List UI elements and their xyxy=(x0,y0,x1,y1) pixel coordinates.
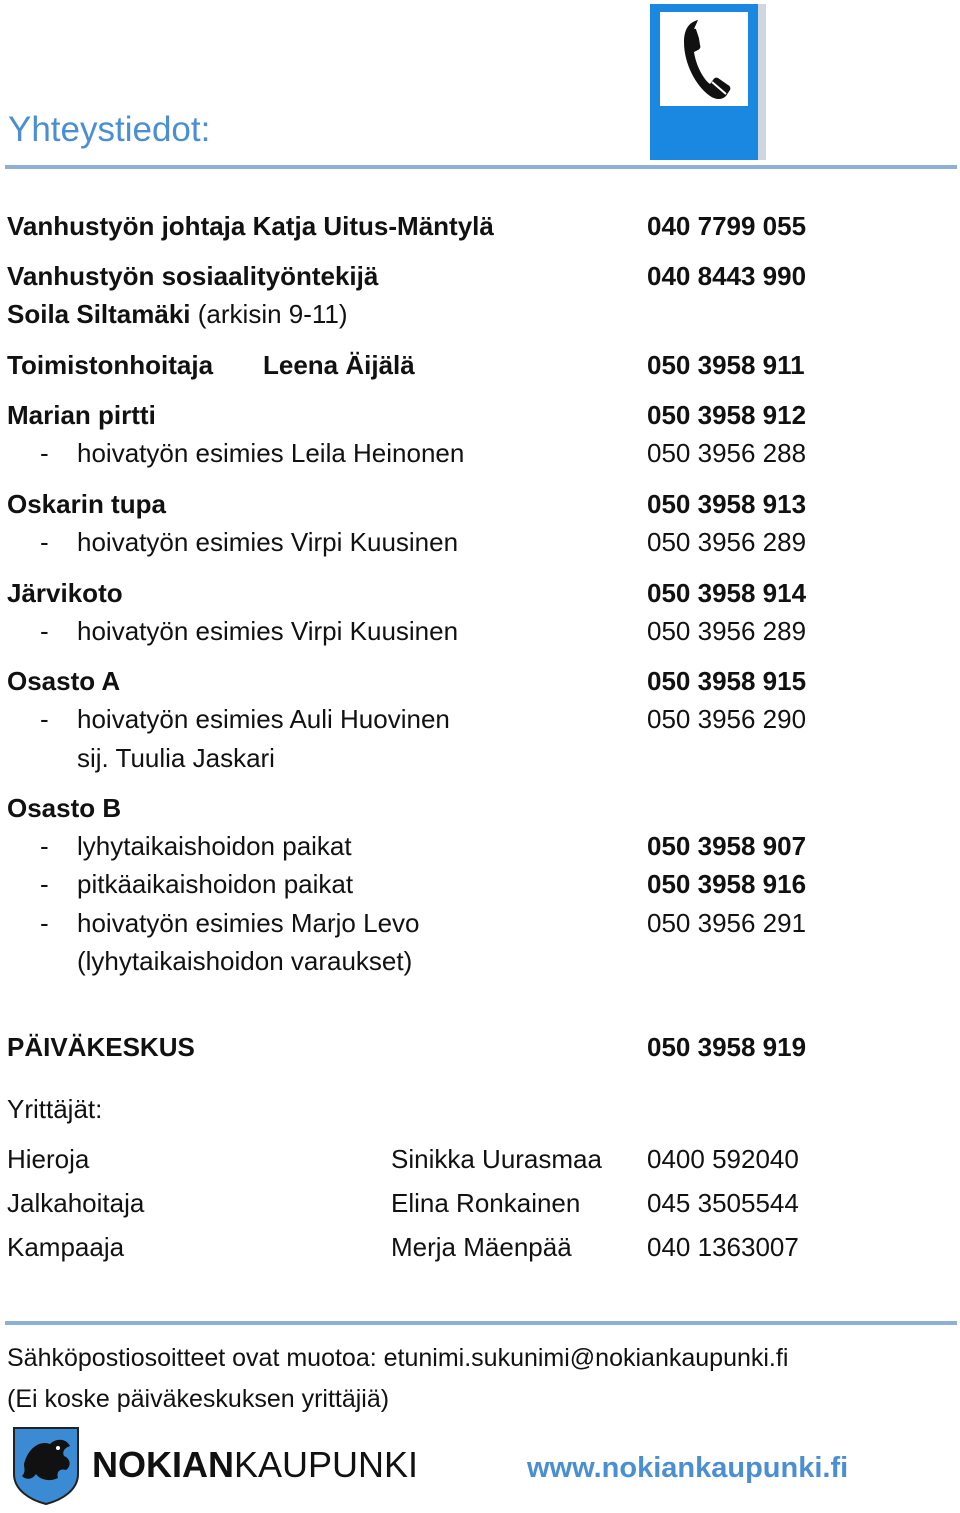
telephone-sign-icon xyxy=(650,4,758,160)
unit-sub: hoivatyön esimies Marjo Levo xyxy=(77,908,420,938)
contact-subnote: (arkisin 9-11) xyxy=(197,299,348,329)
unit-sub-phone: 050 3956 289 xyxy=(647,527,807,557)
unit-sub-phone: 050 3958 907 xyxy=(647,831,807,861)
header-divider xyxy=(5,165,957,169)
yrittaja-phone: 045 3505544 xyxy=(647,1188,799,1218)
list-dash: - xyxy=(40,869,49,899)
yrittaja-role: Kampaaja xyxy=(7,1232,125,1262)
contact-phone: 040 7799 055 xyxy=(647,211,807,241)
contact-name: Leena Äijälä xyxy=(263,350,415,380)
unit-name: Marian pirtti xyxy=(7,400,156,430)
unit-sub-phone: 050 3956 289 xyxy=(647,616,807,646)
unit-sub: hoivatyön esimies Virpi Kuusinen xyxy=(77,527,459,557)
list-dash: - xyxy=(40,908,49,938)
unit-name: Oskarin tupa xyxy=(7,489,166,519)
contact-phone: 040 8443 990 xyxy=(647,261,807,291)
unit-sub: hoivatyön esimies Virpi Kuusinen xyxy=(77,616,459,646)
yrittaja-role: Hieroja xyxy=(7,1144,90,1174)
yrittaja-role: Jalkahoitaja xyxy=(7,1188,145,1218)
yrittaja-name: Merja Mäenpää xyxy=(391,1232,572,1262)
unit-sub-phone: 050 3956 288 xyxy=(647,438,807,468)
contact-label: Vanhustyön johtaja Katja Uitus-Mäntylä xyxy=(7,211,494,241)
unit-sub: hoivatyön esimies Auli Huovinen xyxy=(77,704,450,734)
email-note-2: (Ei koske päiväkeskuksen yrittäjiä) xyxy=(7,1385,390,1413)
contact-label: Vanhustyön sosiaalityöntekijä xyxy=(7,261,379,291)
footer-divider xyxy=(5,1321,957,1325)
nokian-logo xyxy=(92,1444,418,1486)
unit-sub-substitute: sij. Tuulia Jaskari xyxy=(77,743,275,773)
yrittaja-name: Elina Ronkainen xyxy=(391,1188,581,1218)
list-dash: - xyxy=(40,438,49,468)
unit-sub: lyhytaikaishoidon paikat xyxy=(77,831,352,861)
unit-sub-note: (lyhytaikaishoidon varaukset) xyxy=(77,946,413,976)
unit-sub-phone: 050 3956 291 xyxy=(647,908,807,938)
paivakeskus-phone: 050 3958 919 xyxy=(647,1032,807,1062)
list-dash: - xyxy=(40,527,49,557)
yrittaja-name: Sinikka Uurasmaa xyxy=(391,1144,602,1174)
logo-light: KAUPUNKI xyxy=(234,1444,419,1485)
yrittaja-phone: 0400 592040 xyxy=(647,1144,799,1174)
coat-of-arms-icon xyxy=(10,1424,82,1513)
list-dash: - xyxy=(40,616,49,646)
unit-sub: hoivatyön esimies Leila Heinonen xyxy=(77,438,465,468)
yrittajat-heading: Yrittäjät: xyxy=(7,1094,103,1124)
unit-name: Osasto A xyxy=(7,666,121,696)
contact-phone: 050 3958 911 xyxy=(647,350,805,380)
unit-sub-phone: 050 3956 290 xyxy=(647,704,807,734)
unit-phone: 050 3958 912 xyxy=(647,400,807,430)
logo-bold: NOKIAN xyxy=(92,1444,234,1485)
contact-subname: Soila Siltamäki xyxy=(7,299,191,329)
unit-phone: 050 3958 915 xyxy=(647,666,807,696)
page-title: Yhteystiedot: xyxy=(8,110,211,149)
contact-label: Toimistonhoitaja xyxy=(7,350,214,380)
website-link[interactable]: www.nokiankaupunki.fi xyxy=(527,1452,849,1484)
list-dash: - xyxy=(40,831,49,861)
contact-subline xyxy=(7,299,348,330)
unit-name: Järvikoto xyxy=(7,578,123,608)
unit-name: Osasto B xyxy=(7,793,122,823)
unit-sub: pitkäaikaishoidon paikat xyxy=(77,869,354,899)
email-note: Sähköpostiosoitteet ovat muotoa: etunimi.sukunimi@nokiankaupunki.fi xyxy=(7,1344,789,1372)
unit-phone: 050 3958 913 xyxy=(647,489,807,519)
paivakeskus-label: PÄIVÄKESKUS xyxy=(7,1032,195,1062)
unit-sub-phone: 050 3958 916 xyxy=(647,869,807,899)
yrittaja-phone: 040 1363007 xyxy=(647,1232,799,1262)
unit-phone: 050 3958 914 xyxy=(647,578,807,608)
list-dash: - xyxy=(40,704,49,734)
